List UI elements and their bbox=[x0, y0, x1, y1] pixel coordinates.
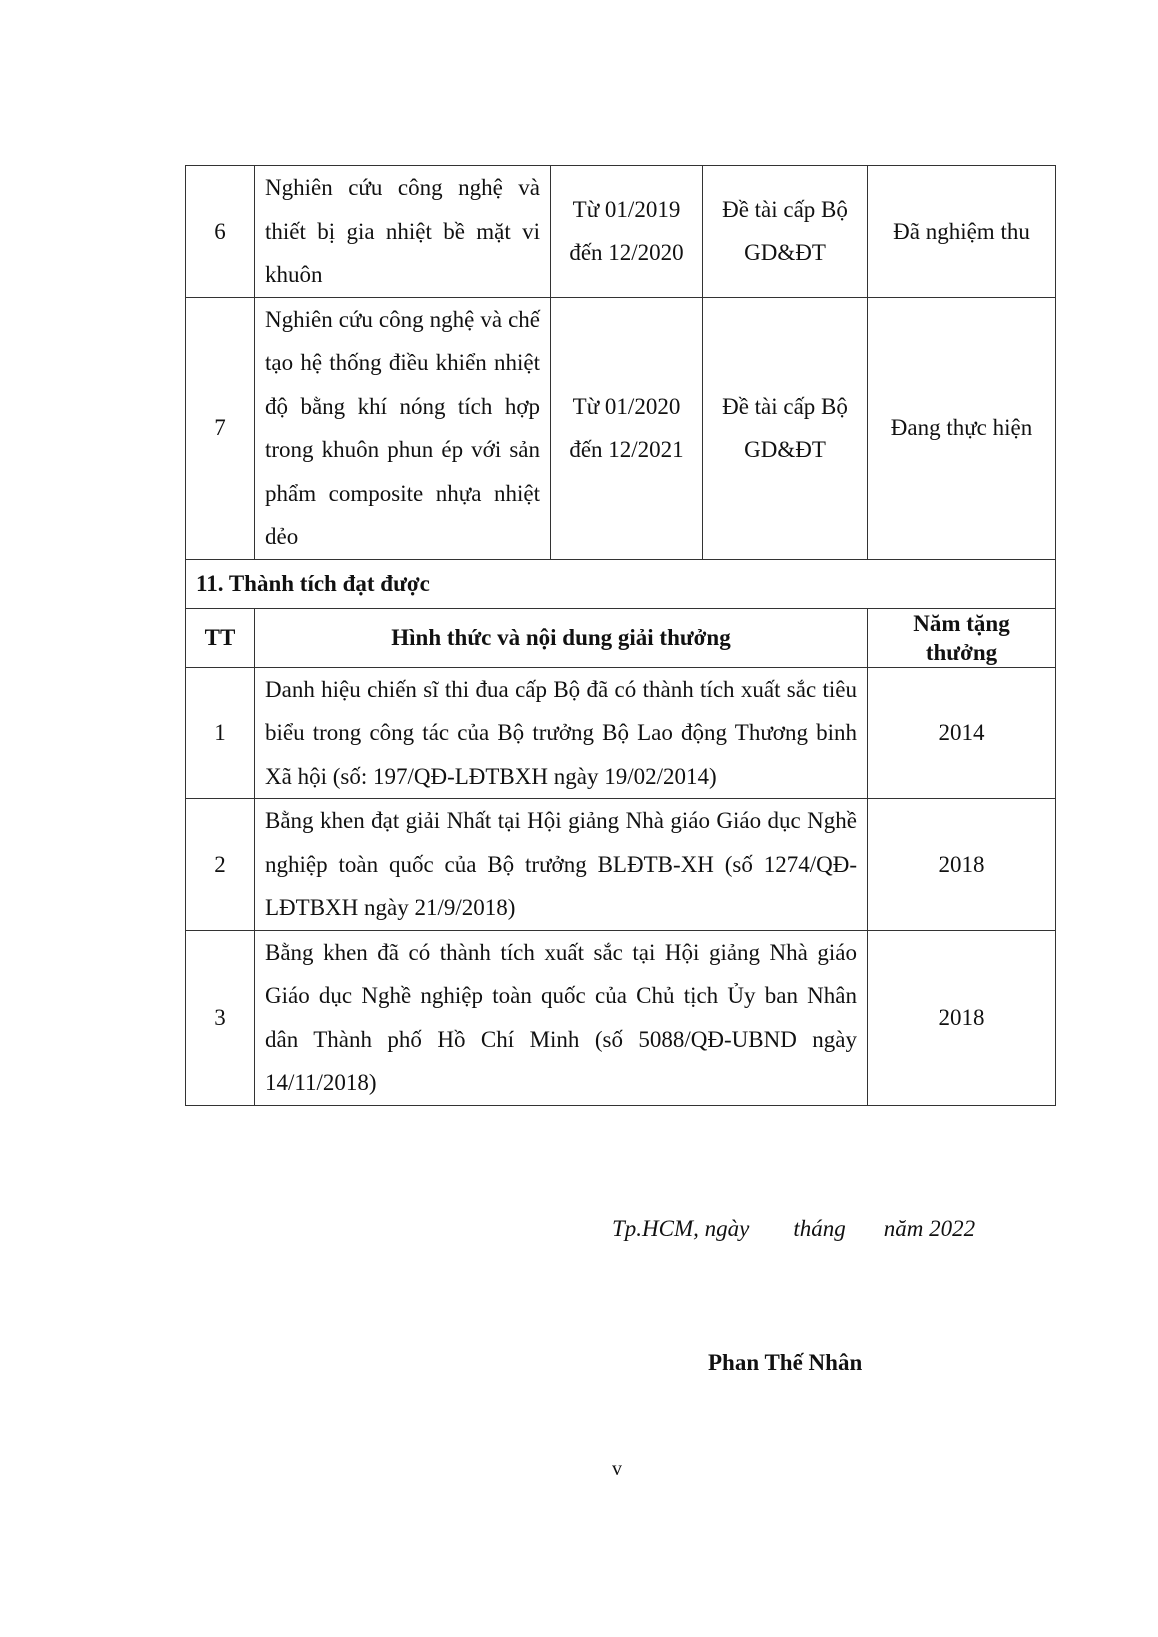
achievement-row bbox=[186, 667, 1056, 799]
achievement-year: 2018 bbox=[868, 799, 1056, 931]
place-date-line bbox=[612, 1216, 975, 1242]
project-number: 6 bbox=[186, 166, 255, 298]
date-year: năm 2022 bbox=[883, 1216, 976, 1241]
column-header-number: TT bbox=[186, 608, 255, 667]
project-number: 7 bbox=[186, 297, 255, 559]
project-period: Từ 01/2019 đến 12/2020 bbox=[551, 166, 703, 298]
project-title: Nghiên cứu công nghệ và chế tạo hệ thống điều khiển nhiệt độ bằng khí nóng tích hợp trong khuôn phun ép với sản phẩm composite nhựa nhiệt dẻo bbox=[255, 297, 551, 559]
signer-name: Phan Thế Nhân bbox=[708, 1350, 863, 1375]
project-status: Đang thực hiện bbox=[868, 297, 1056, 559]
achievement-content: Danh hiệu chiến sĩ thi đua cấp Bộ đã có thành tích xuất sắc tiêu biểu trong công tác của Bộ trưởng Bộ Lao động Thương binh Xã hội (số: 197/QĐ-LĐTBXH ngày 19/02/2014) bbox=[255, 667, 868, 799]
achievement-number: 1 bbox=[186, 667, 255, 799]
achievement-row bbox=[186, 930, 1056, 1105]
section-heading-row bbox=[186, 559, 1056, 608]
project-row bbox=[186, 166, 1056, 298]
project-period: Từ 01/2020 đến 12/2021 bbox=[551, 297, 703, 559]
place-day: Tp.HCM, ngày bbox=[612, 1216, 750, 1241]
column-header-year: Năm tặng thưởng bbox=[868, 608, 1056, 667]
achievements-header-row bbox=[186, 608, 1056, 667]
project-level: Đề tài cấp Bộ GD&ĐT bbox=[703, 166, 868, 298]
achievement-year: 2014 bbox=[868, 667, 1056, 799]
achievement-number: 2 bbox=[186, 799, 255, 931]
achievement-row bbox=[186, 799, 1056, 931]
project-level: Đề tài cấp Bộ GD&ĐT bbox=[703, 297, 868, 559]
project-row bbox=[186, 297, 1056, 559]
project-title: Nghiên cứu công nghệ và thiết bị gia nhiệt bề mặt vi khuôn bbox=[255, 166, 551, 298]
project-status: Đã nghiệm thu bbox=[868, 166, 1056, 298]
achievement-content: Bằng khen đạt giải Nhất tại Hội giảng Nhà giáo Giáo dục Nghề nghiệp toàn quốc của Bộ trưởng BLĐTB-XH (số 1274/QĐ-LĐTBXH ngày 21/9/2018) bbox=[255, 799, 868, 931]
achievement-number: 3 bbox=[186, 930, 255, 1105]
column-header-content: Hình thức và nội dung giải thưởng bbox=[255, 608, 868, 667]
page-number: v bbox=[612, 1458, 622, 1480]
date-month: tháng bbox=[793, 1216, 846, 1241]
section-heading: 11. Thành tích đạt được bbox=[186, 559, 1056, 608]
achievement-content: Bằng khen đã có thành tích xuất sắc tại Hội giảng Nhà giáo Giáo dục Nghề nghiệp toàn quốc của Chủ tịch Ủy ban Nhân dân Thành phố Hồ Chí Minh (số 5088/QĐ-UBND ngày 14/11/2018) bbox=[255, 930, 868, 1105]
document-table bbox=[185, 165, 1056, 1106]
achievement-year: 2018 bbox=[868, 930, 1056, 1105]
